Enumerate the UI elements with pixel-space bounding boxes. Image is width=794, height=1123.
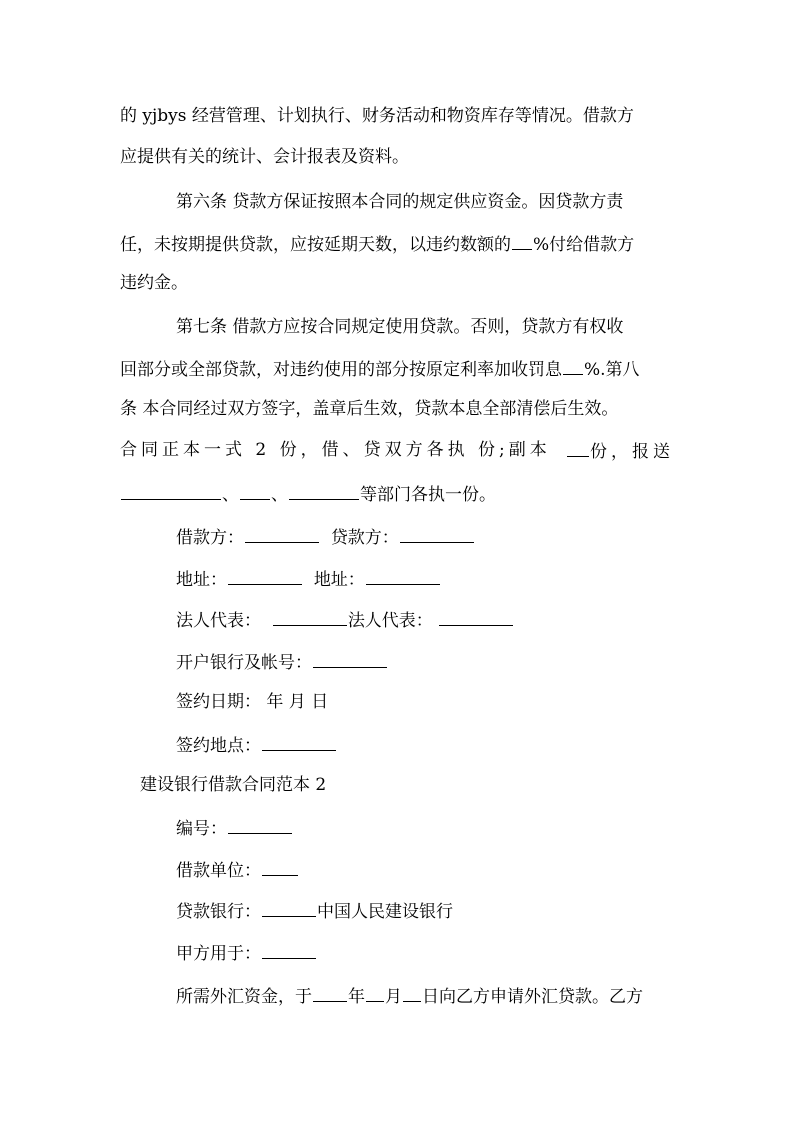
blank-field — [121, 481, 221, 500]
year-field — [313, 983, 347, 1002]
text-fragment: 日向乙方申请外汇贷款。乙方 — [422, 987, 643, 1007]
form-line — [176, 857, 299, 881]
form-line — [176, 940, 317, 964]
signature-line — [176, 566, 441, 590]
blank-field — [563, 356, 583, 375]
blank-field — [512, 231, 532, 250]
bank-label: 贷款银行： — [176, 902, 261, 922]
sign-place-label: 签约地点： — [176, 736, 261, 756]
text-fragment: 合同正本一式 2 份，借、贷双方各执 份;副本 — [120, 440, 551, 460]
paragraph-line — [120, 481, 496, 505]
signature-line — [176, 524, 475, 548]
paragraph-line: 的 yjbys 经营管理、计划执行、财务活动和物资库存等情况。借款方 — [120, 106, 634, 126]
address-label: 地址： — [313, 570, 365, 590]
address-field — [228, 566, 302, 585]
text-fragment: %.第八 — [584, 360, 640, 380]
party-a-field — [262, 940, 316, 959]
text-fragment: 回部分或全部贷款，对违约使用的部分按原定利率加收罚息 — [120, 360, 562, 380]
signature-line — [176, 607, 514, 631]
form-line — [176, 983, 643, 1007]
unit-label: 借款单位： — [176, 861, 261, 881]
signature-line — [176, 732, 337, 756]
text-fragment: 月 — [385, 987, 402, 1007]
sign-date: 签约日期： 年 月 日 — [176, 692, 329, 712]
blank-field — [289, 481, 359, 500]
number-field — [228, 815, 292, 834]
blank-field — [567, 438, 589, 457]
text-fragment: 所需外汇资金，于 — [176, 987, 312, 1007]
party-a-label: 甲方用于： — [176, 944, 261, 964]
blank-field — [240, 481, 270, 500]
text-fragment: 、 — [222, 485, 239, 505]
paragraph-line: 违约金。 — [120, 273, 188, 293]
bank-account-label: 开户银行及帐号： — [176, 653, 312, 673]
bank-account-field — [313, 649, 387, 668]
paragraph-line — [120, 438, 674, 462]
paragraph-line — [120, 356, 640, 380]
number-label: 编号： — [176, 819, 227, 839]
text-fragment: 年 — [348, 987, 365, 1007]
text-fragment: 任，未按期提供贷款，应按延期天数，以违约数额的 — [120, 235, 511, 255]
sign-place-field — [262, 732, 336, 751]
representative-label: 法人代表： — [347, 611, 433, 631]
borrower-field — [245, 524, 319, 543]
section-heading: 建设银行借款合同范本 2 — [140, 775, 327, 795]
month-field — [366, 983, 384, 1002]
paragraph-line — [120, 231, 634, 255]
text-fragment: %付给借款方 — [533, 235, 635, 255]
signature-line — [176, 649, 388, 673]
bank-field — [262, 898, 316, 917]
unit-field — [262, 857, 298, 876]
text-fragment: 份，报送 — [590, 442, 674, 462]
text-fragment: 、 — [271, 485, 288, 505]
representative-field — [439, 607, 513, 626]
text-fragment — [566, 438, 674, 462]
lender-label: 贷款方： — [330, 528, 399, 548]
address-field — [366, 566, 440, 585]
representative-field — [273, 607, 347, 626]
paragraph-line: 条 本合同经过双方签字，盖章后生效，贷款本息全部清偿后生效。 — [120, 399, 619, 419]
address-label: 地址： — [176, 570, 227, 590]
article-six-line: 第六条 贷款方保证按照本合同的规定供应资金。因贷款方责 — [176, 192, 624, 212]
bank-name: 中国人民建设银行 — [317, 902, 453, 922]
form-line — [176, 898, 453, 922]
text-fragment: 等部门各执一份。 — [360, 485, 496, 505]
day-field — [403, 983, 421, 1002]
borrower-label: 借款方： — [176, 528, 244, 548]
article-seven-line: 第七条 借款方应按合同规定使用贷款。否则，贷款方有权收 — [176, 317, 624, 337]
lender-field — [400, 524, 474, 543]
representative-label: 法人代表： — [176, 611, 261, 631]
paragraph-line: 应提供有关的统计、会计报表及资料。 — [120, 147, 409, 167]
form-line — [176, 815, 293, 839]
